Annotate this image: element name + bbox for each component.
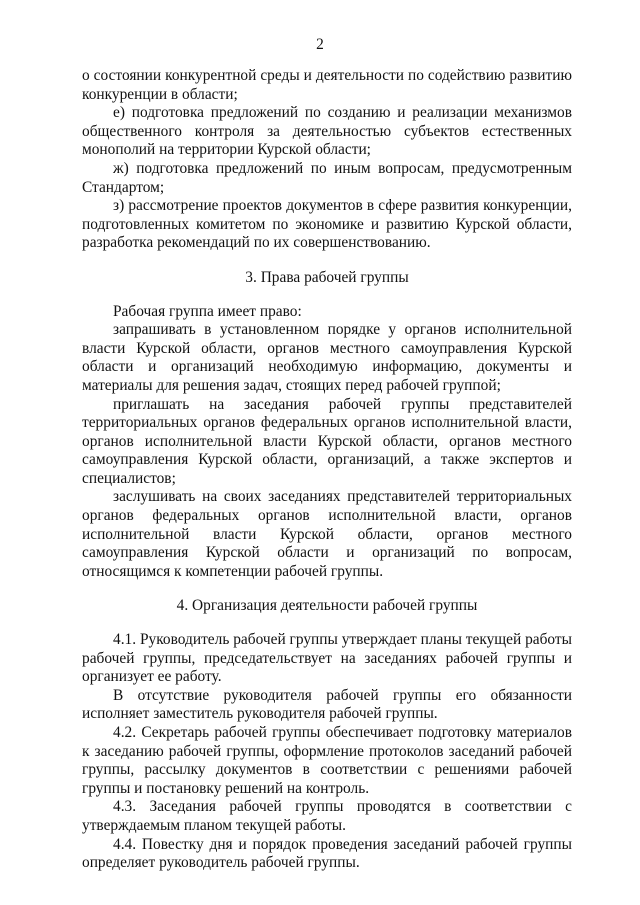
section-3-heading: 3. Права рабочей группы	[245, 268, 409, 286]
section-4-heading: 4. Организация деятельности рабочей группы	[176, 597, 478, 615]
document-body	[82, 67, 572, 873]
page-number: 2	[316, 36, 324, 53]
section-3-paragraph: заслушивать на своих заседаниях представителей территориальных органов федеральных органов исполнительной власти, органов исполнительной власти Курской области, органов местного самоуправления Курской области и организаций по вопросам, относящимся к компетенции рабочей группы.	[82, 488, 572, 580]
section-3-paragraph: приглашать на заседания рабочей группы представителей территориальных органов федеральных органов исполнительной власти, органов исполнительной власти Курской области, органов местного самоуправления Курской области, организаций, а также экспертов и специалистов;	[82, 395, 572, 487]
paragraph-continuation: о состоянии конкурентной среды и деятельности по содействию развитию конкуренции в области;	[82, 67, 572, 103]
paragraph-item-z: з) рассмотрение проектов документов в сфере развития конкуренции, подготовленных комитетом по экономике и развитию Курской области, разработка рекомендаций по их совершенствованию.	[82, 197, 572, 252]
section-3-paragraph: Рабочая группа имеет право:	[113, 302, 302, 320]
paragraph-item-zh: ж) подготовка предложений по иным вопросам, предусмотренным Стандартом;	[82, 159, 572, 196]
section-4-paragraph: 4.1. Руководитель рабочей группы утверждает планы текущей работы рабочей группы, председательствует на заседаниях рабочей группы и организует ее работу.	[82, 631, 572, 686]
section-3-paragraph: запрашивать в установленном порядке у органов исполнительной власти Курской области, органов местного самоуправления Курской области и организаций необходимую информацию, документы и материалы для решения задач, стоящих перед рабочей группой;	[82, 321, 572, 394]
section-4-paragraph: 4.4. Повестку дня и порядок проведения заседаний рабочей группы определяет руководитель рабочей группы.	[82, 835, 572, 872]
section-4-paragraph: 4.3. Заседания рабочей группы проводятся в соответствии с утверждаемым планом текущей работы.	[82, 798, 572, 834]
section-4-paragraph: В отсутствие руководителя рабочей группы его обязанности исполняет заместитель руководителя рабочей группы.	[82, 686, 572, 723]
paragraph-item-e: е) подготовка предложений по созданию и реализации механизмов общественного контроля за деятельностью субъектов естественных монополий на территории Курской области;	[82, 104, 572, 159]
section-4-paragraph: 4.2. Секретарь рабочей группы обеспечивает подготовку материалов к заседанию рабочей группы, оформление протоколов заседаний рабочей группы, рассылку документов в соответствии с решениями рабочей группы и постановку решений на контроль.	[82, 724, 572, 797]
